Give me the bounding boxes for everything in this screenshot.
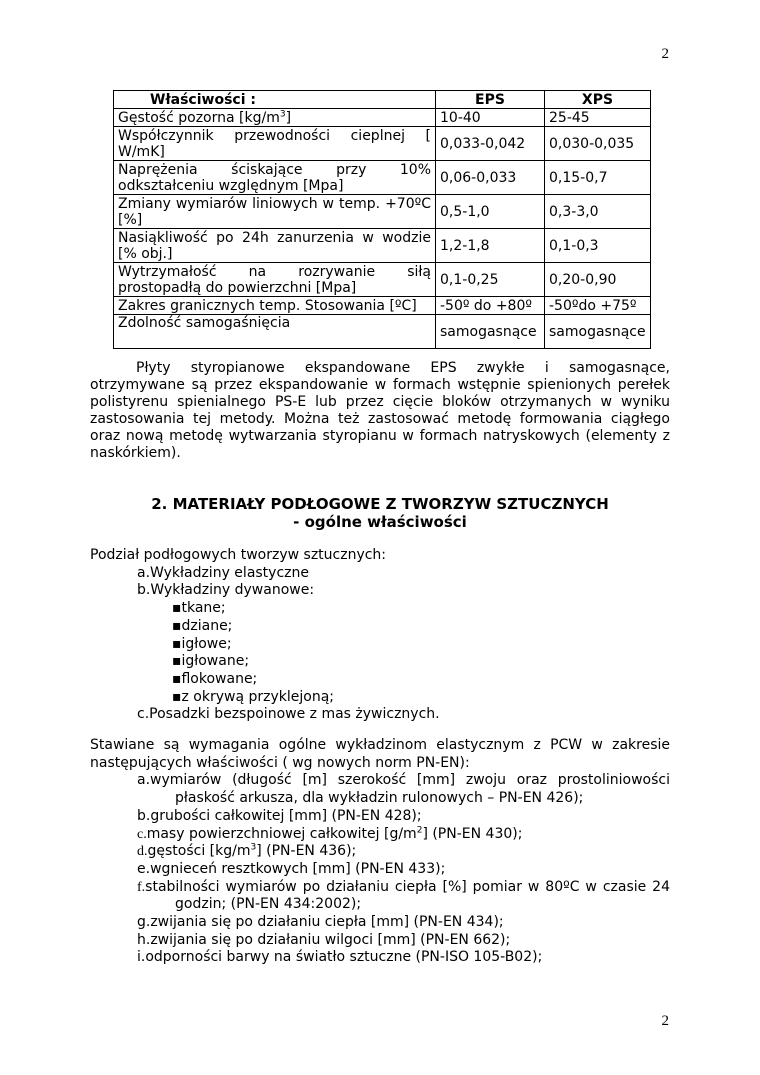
properties-table [113,90,651,349]
list-item: b.Wykładziny dywanowe: [137,582,315,599]
table-row [114,195,651,229]
property-cell: Zakres granicznych temp. Stosowania [ºC] [114,297,436,315]
list-item: b.grubości całkowitej [mm] (PN-EN 428); [137,807,422,824]
property-cell: Nasiąkliwość po 24h zanurzenia w wodzie [% obj.] [114,229,436,263]
list-item [90,843,670,861]
list-item: a.Wykładziny elastyczne [137,564,309,581]
table-row [114,297,651,315]
table-row [114,109,651,127]
xps-value: 25-45 [545,109,651,127]
list-item: ▪z okrywą przyklejoną; [172,688,334,705]
list-item [90,772,670,807]
list-item: ▪dziane; [172,617,233,634]
list-item: ▪igłowane; [172,653,250,670]
list-item: c.Posadzki bezspoinowe z mas żywicznych. [137,706,440,723]
requirements-lead: następujących właściwości ( wg nowych norm PN-EN): [90,754,470,771]
table-row [114,127,651,161]
list-item: e.wgnieceń resztkowych [mm] (PN-EN 433); [137,860,446,877]
requirements-list [90,737,670,967]
xps-value: 0,15-0,7 [545,161,651,195]
eps-value: samogasnące [436,315,545,349]
xps-value: -50ºdo +75º [545,297,651,315]
list-item [90,826,670,844]
list-item-text: ] (PN-EN 430); [422,825,523,842]
eps-value: 0,1-0,25 [436,263,545,297]
eps-value: 0,5-1,0 [436,195,545,229]
list-item: ▪flokowane; [172,670,258,687]
section-title: 2. MATERIAŁY PODŁOGOWE Z TWORZYW SZTUCZNYCH [151,495,609,513]
superscript: 2 [416,824,423,835]
list-marker: f. [137,879,146,895]
property-cell: Gęstość pozorna $[kg/m^3]$ [114,109,436,127]
property-cell: Współczynnik przewodności cieplnej [ W/mK] [114,127,436,161]
eps-value: 0,033-0,042 [436,127,545,161]
list-item-text: a.wymiarów (długość [m] szerokość [mm] zwoju oraz prostoliniowości [137,772,670,789]
eps-value: 1,2-1,8 [436,229,545,263]
header-properties: Właściwości : [114,91,436,109]
table-row [114,161,651,195]
xps-value: 0,030-0,035 [545,127,651,161]
property-cell: Zdolność samogaśnięcia [114,315,436,349]
section-subtitle: - ogólne właściwości [293,513,467,531]
list-item-text: masy powierzchniowej całkowitej [g/m [146,825,417,842]
xps-value: 0,1-0,3 [545,229,651,263]
xps-value: 0,20-0,90 [545,263,651,297]
xps-value: 0,3-3,0 [545,195,651,229]
requirements-lead: Stawiane są wymagania ogólne wykładzinom elastycznym z PCW w zakresie [90,737,670,753]
property-cell: Wytrzymałość na rozrywanie siłą prostopadłą do powierzchni [Mpa] [114,263,436,297]
superscript: 3 [250,842,257,853]
list-item: g.zwijania się po działaniu ciepła [mm] (PN-EN 434); [137,914,504,931]
list-item [90,879,670,914]
eps-value: -50º do +80º [436,297,545,315]
division-list [90,547,670,724]
division-lead: Podział podłogowych tworzyw sztucznych: [90,547,387,563]
header-xps: XPS [545,91,651,109]
list-item: i.odporności barwy na światło sztuczne (PN-ISO 105-B02); [137,949,543,966]
table-row [114,229,651,263]
list-item-text: gęstości [kg/m [147,843,251,860]
page-number-bottom: 2 [661,1013,669,1029]
eps-value: 0,06-0,033 [436,161,545,195]
list-item-text: stabilności wymiarów po działaniu ciepła [%] pomiar w 80ºC w czasie 24 [145,878,670,895]
eps-value: 10-40 [436,109,545,127]
list-item-text: godzin; (PN-EN 434:2002); [175,896,362,913]
intro-paragraph: Płyty styropianowe ekspandowane EPS zwykłe i samogasnące, otrzymywane są przez ekspandowanie w formach wstępnie spienionych perełek polistyrenu spienialnego PS-E lub przez cięcie bloków otrzymanych w wyniku zastosowania tej metody. Można też zastosować metodę formowania ciągłego oraz nową metodę wytwarzania styropianu w formach natryskowych (elementy z naskórkiem). [90,360,670,461]
table-row [114,263,651,297]
list-item: ▪igłowe; [172,635,232,652]
table-header-row [114,91,651,109]
property-cell: Naprężenia ściskające przy 10% odkształceniu względnym [Mpa] [114,161,436,195]
header-eps: EPS [436,91,545,109]
list-item: h.zwijania się po działaniu wilgoci [mm] (PN-EN 662); [137,931,511,948]
property-cell: Zmiany wymiarów liniowych w temp. +70ºC [%] [114,195,436,229]
page-number-top: 2 [661,46,669,62]
list-item-text: ] (PN-EN 436); [256,843,357,860]
list-marker: c. [137,826,147,842]
list-marker: d. [137,844,148,860]
xps-value: samogasnące [545,315,651,349]
list-item: ▪tkane; [172,600,226,617]
list-item-text [137,879,670,897]
table-row [114,315,651,349]
list-item-text: płaskość arkusza, dla wykładzin rulonowych – PN-EN 426); [175,790,584,807]
